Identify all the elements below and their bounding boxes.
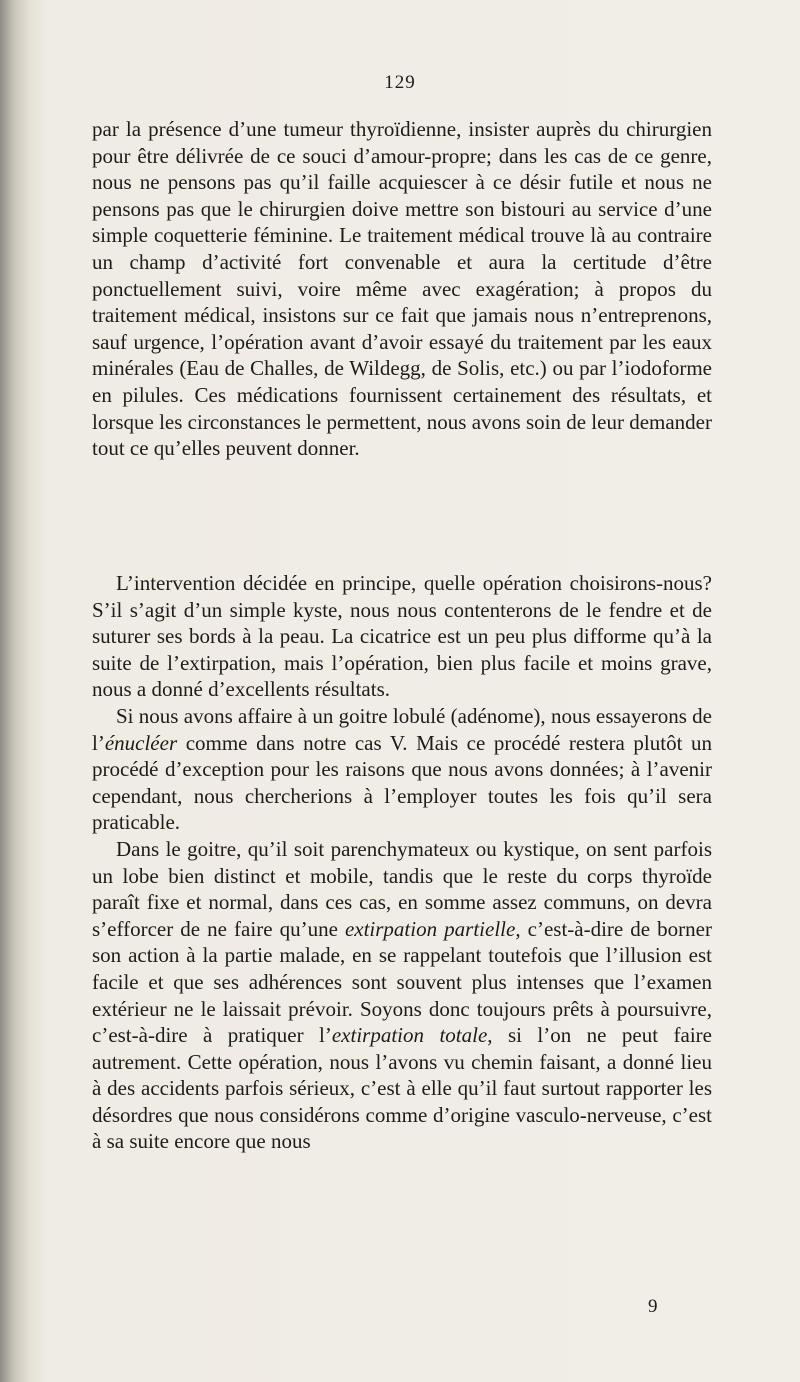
page-number: 129 bbox=[384, 72, 416, 93]
signature-mark: 9 bbox=[648, 1296, 658, 1317]
paragraph-4 bbox=[92, 836, 712, 1155]
paragraph-3-emphasis: énucléer bbox=[104, 730, 178, 755]
paragraph-3-before: Si nous avons affaire à un goitre lobulé (adénome), nous essayerons de l’ bbox=[92, 703, 712, 755]
paragraph-4-emphasis-2: extirpation totale bbox=[331, 1023, 488, 1048]
paragraph-1: par la présence d’une tumeur thyroïdienne, insister auprès du chirurgien pour être délivrée de ce souci d’amour-propre; dans les cas de ce genre, nous ne pensons pas qu’il faille acquiescer à ce désir futile et nous ne pensons pas que le chirurgien doive mettre son bistouri au service d’une simple coquetterie féminine. Le traitement médical trouve là au contraire un champ d’activité fort convenable et aura la certitude d’être ponctuellement suivi, voire même avec exagération; à propos du traitement médical, insistons sur ce fait que jamais nous n’entreprenons, sauf urgence, l’opération avant d’avoir essayé du traitement par les eaux minérales (Eau de Challes, de Wildegg, de Solis, etc.) ou par l’iodoforme en pilules. Ces médications fournissent certainement des résultats, et lorsque les circonstances le permettent, nous avons soin de leur demander tout ce qu’elles peuvent donner. bbox=[92, 117, 712, 461]
paragraph-4-before: Dans le goitre, qu’il soit parenchymateux ou kystique, on sent parfois un lobe bien distinct et mobile, tandis que le reste du corps thyroïde paraît fixe et normal, dans ces cas, en somme assez communs, on devra s’efforcer de ne faire qu’une bbox=[92, 836, 712, 941]
paragraph-4-emphasis: extirpation partielle bbox=[344, 916, 516, 941]
paragraph-3 bbox=[92, 703, 712, 836]
paragraph-4-middle: , c’est-à-dire de borner son action à la partie malade, en se rappelant toutefois que l’illusion est facile et que ses adhérences sont souvent plus intenses que l’examen extérieur ne le laissait prévoir. Soyons donc toujours prêts à poursuivre, c’est-à-dire à pratiquer l’ bbox=[92, 916, 712, 1048]
paragraph-3-after: comme dans notre cas V. Mais ce procédé restera plutôt un procédé d’exception pour les raisons que nous avons données; à l’avenir cependant, nous chercherions à l’employer toutes les fois qu’il sera praticable. bbox=[92, 730, 712, 835]
paragraph-4-after: , si l’on ne peut faire autrement. Cette opération, nous l’avons vu chemin faisant, a donné lieu à des accidents parfois sérieux, c’est à elle qu’il faut surtout rapporter les désordres que nous considérons comme d’origine vasculo-nerveuse, c’est à sa suite encore que nous bbox=[92, 1023, 712, 1154]
paragraph-2: L’intervention décidée en principe, quelle opération choisirons-nous? S’il s’agit d’un simple kyste, nous nous contenterons de le fendre et de suturer ses bords à la peau. La cicatrice est un peu plus difforme qu’à la suite de l’extirpation, mais l’opération, bien plus facile et moins grave, nous a donné d’excellents résultats. bbox=[92, 571, 712, 702]
text-block-top bbox=[92, 116, 712, 462]
text-block-bottom bbox=[92, 570, 712, 1155]
